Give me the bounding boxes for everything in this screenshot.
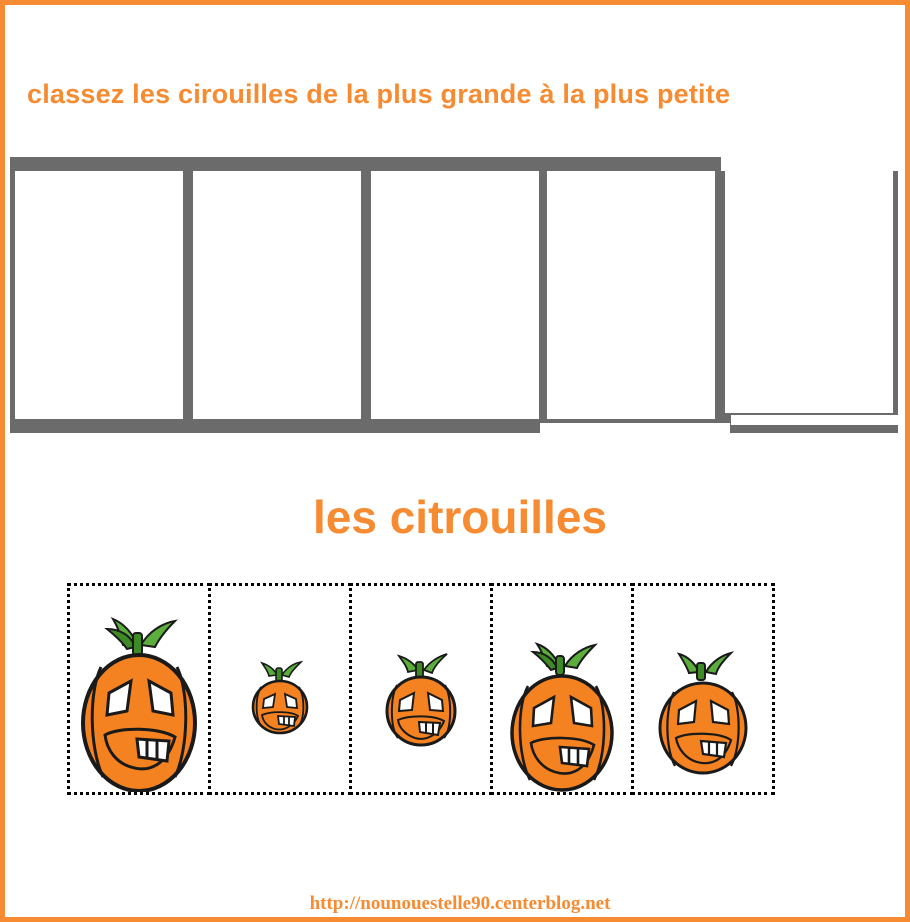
answer-box-1[interactable] [15,171,183,419]
strip-notch-top [721,157,901,171]
cutout-row [67,583,787,795]
pumpkin-icon [374,648,468,752]
answer-box-3[interactable] [371,171,539,419]
pumpkin-icon [653,648,753,778]
cutout-cell-1[interactable] [67,583,211,795]
cutout-cell-5[interactable] [631,583,775,795]
answer-box-2[interactable] [193,171,361,419]
answer-box-5[interactable] [725,171,893,413]
cutout-cell-2[interactable] [208,583,352,795]
section-title: les citrouilles [312,491,607,543]
instruction-title: classez les cirouilles de la plus grande à la plus petite [27,79,731,109]
cutout-cell-3[interactable] [349,583,493,795]
pumpkin-icon [79,607,199,792]
source-url[interactable]: http://nounouestelle90.centerblog.net [309,893,611,914]
pumpkin-icon [507,634,617,792]
cutout-cell-4[interactable] [490,583,634,795]
strip-notch-bottom-2 [540,423,730,434]
pumpkin-icon [243,657,317,737]
answer-box-4[interactable] [547,171,715,419]
strip-notch-bottom [731,415,899,425]
